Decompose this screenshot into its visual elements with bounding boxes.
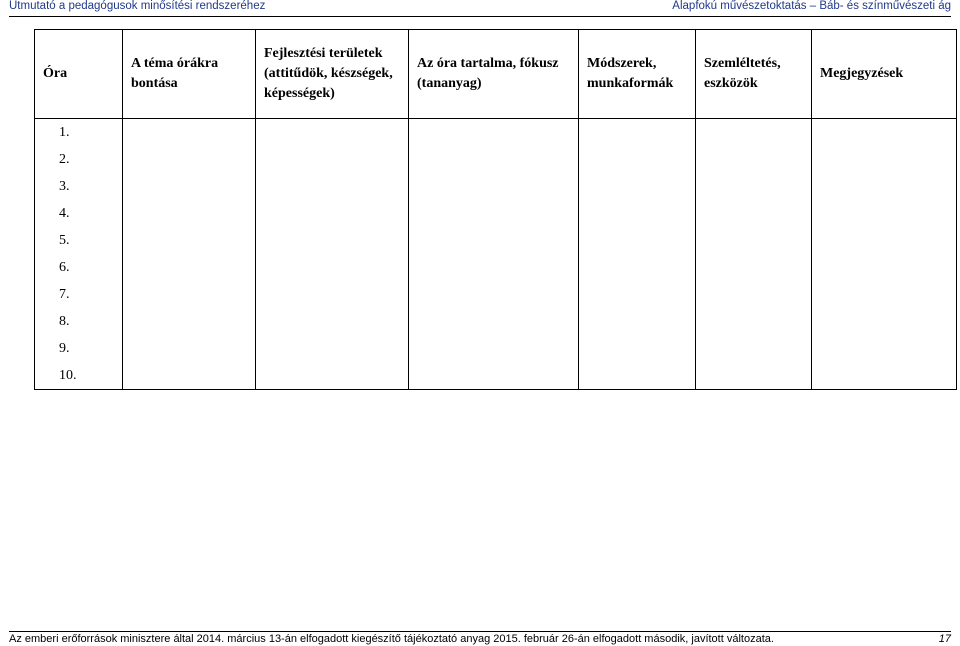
- column-header-szemleltetes: Szemléltetés, eszközök: [696, 30, 812, 119]
- table-row: [35, 119, 957, 147]
- row-number: 4.: [35, 200, 123, 227]
- column-header-tema: A téma órákra bontása: [123, 30, 256, 119]
- row-number: 6.: [35, 254, 123, 281]
- column-header-ora-tartalma: Az óra tartalma, fókusz (tananyag): [409, 30, 579, 119]
- running-header: [9, 0, 951, 17]
- table-header-row: [35, 30, 957, 119]
- row-number: 10.: [35, 362, 123, 390]
- row-number: 3.: [35, 173, 123, 200]
- header-title-right: Alapfokú művészetoktatás – Báb- és színművészeti ág: [672, 0, 951, 12]
- table-cell-empty[interactable]: [256, 119, 409, 390]
- row-number: 2.: [35, 146, 123, 173]
- table-cell-empty[interactable]: [409, 119, 579, 390]
- running-footer: [9, 631, 951, 646]
- row-number: 8.: [35, 308, 123, 335]
- header-title-left: Útmutató a pedagógusok minősítési rendszeréhez: [9, 0, 266, 12]
- row-number: 7.: [35, 281, 123, 308]
- row-number: 9.: [35, 335, 123, 362]
- column-header-ora: Óra: [35, 30, 123, 119]
- footer-text: Az emberi erőforrások minisztere által 2014. március 13-án elfogadott kiegészítő tájékoztató anyag 2015. február 26-án elfogadott második, javított változata.: [9, 633, 774, 645]
- table-cell-empty[interactable]: [579, 119, 696, 390]
- column-header-megjegyzesek: Megjegyzések: [812, 30, 957, 119]
- row-number: 5.: [35, 227, 123, 254]
- table-cell-empty[interactable]: [696, 119, 812, 390]
- table-cell-empty[interactable]: [123, 119, 256, 390]
- page-number: 17: [938, 633, 951, 645]
- lesson-plan-table: [34, 29, 957, 390]
- table-cell-empty[interactable]: [812, 119, 957, 390]
- row-number: 1.: [35, 119, 123, 147]
- column-header-fejlesztesi-teruletek: Fejlesztési területek (attitűdök, készségek, képességek): [256, 30, 409, 119]
- column-header-modszerek: Módszerek, munkaformák: [579, 30, 696, 119]
